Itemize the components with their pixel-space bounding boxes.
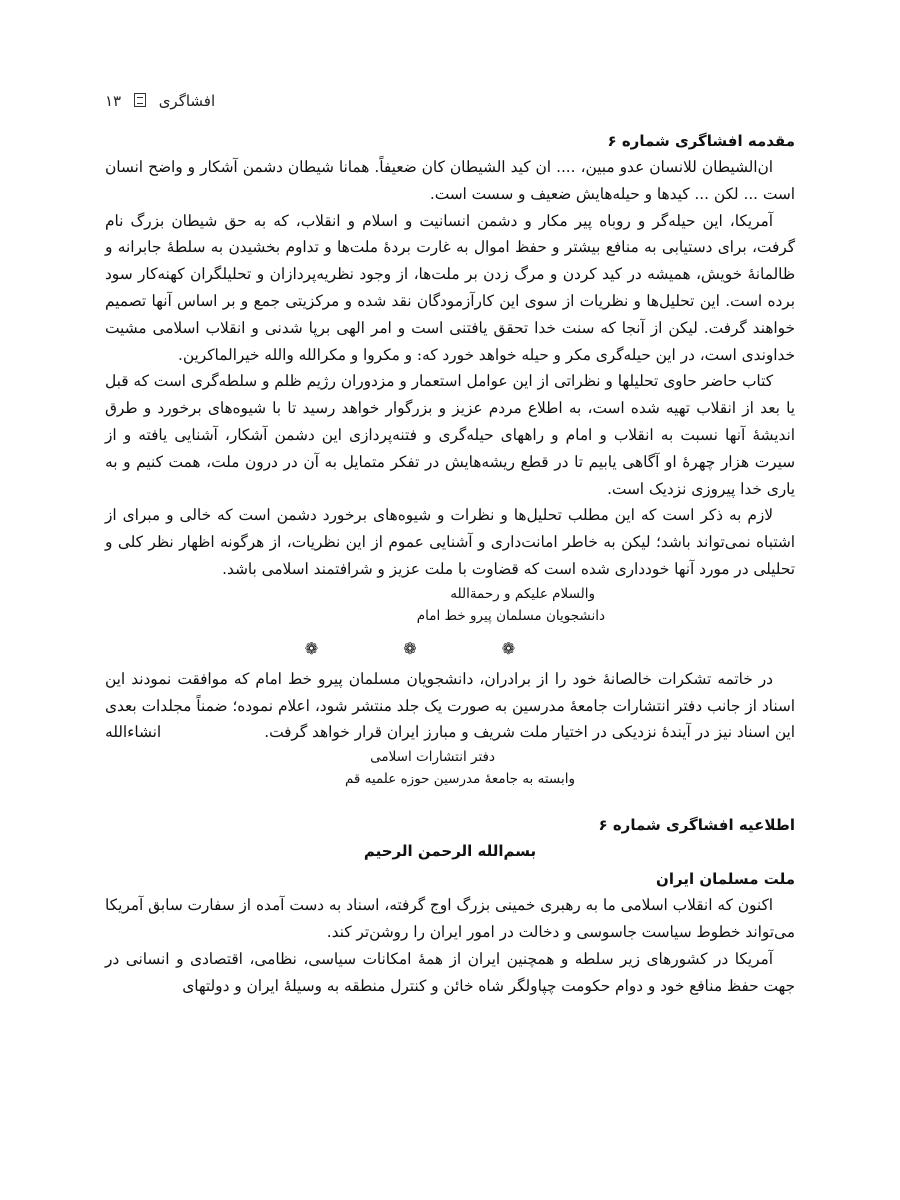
closing-paragraph [105, 666, 795, 746]
running-title: افشاگری [158, 92, 216, 110]
signature-greeting: والسلام علیکم و رحمةالله [450, 585, 595, 602]
intro-paragraph-1: ان‌الشیطان للانسان عدو مبین، .... ان کید الشیطان کان ضعیفاً. همانا شیطان دشمن آشکار و واضح انسان است ... لکن ... کیدها و حیله‌هایش ضعیف و سست است. [105, 158, 795, 203]
closing-text: در خاتمه تشکرات خالصانهٔ خود را از برادران، دانشجویان مسلمان پیرو خط امام که موافقت نمودند این اسناد از جانب دفتر انتشارات جامعهٔ مدرسین به صورت یک جلد منتشر شود، اعلام نموده؛ ضمناً مجلدات بعدی این اسناد نیز در آیندهٔ نزدیکی در اختیار ملت شریف و مبارز ایران قرار خواهد گرفت. [105, 669, 795, 742]
announcement-paragraph-1: اکنون که انقلاب اسلامی ما به رهبری خمینی بزرگ اوج گرفته، اسناد به دست آمده از سفارت سابق آمریکا می‌تواند خطوط سیاست جاسوسی و دخالت در امور ایران را روشن‌تر کند. [105, 896, 795, 941]
spacer [105, 790, 795, 816]
document-icon [134, 93, 146, 107]
insha-allah: انشاءالله [105, 723, 162, 742]
announcement-paragraph-2: آمریکا در کشورهای زیر سلطه و همچنین ایران از همهٔ امکانات سیاسی، نظامی، اقتصادی و انسانی در جهت حفظ منافع خود و دوام حکومت چپاولگر شاه خائن و کنترل منطقه به وسیلهٔ ایران و دولتهای [105, 949, 795, 995]
document-page [105, 92, 795, 999]
signature-affiliation: وابسته به جامعهٔ مدرسین حوزه علمیه قم [344, 771, 575, 788]
basmala: بسم‌الله الرحمن الرحیم [363, 842, 537, 861]
address-line: ملت مسلمان ایران [656, 870, 795, 889]
signature-office: دفتر انتشارات اسلامی [370, 749, 495, 766]
running-head [105, 92, 795, 110]
intro-paragraph-2: آمریکا، این حیله‌گر و روباه پیر مکار و دشمن انسانیت و اسلام و انقلاب، که به حق شیطان بزرگ نام گرفت، برای دستیابی به منافع بیشتر و حفظ اموال به غارت بردهٔ ملت‌ها و تداوم بخشیدن به سلطهٔ جابرانه و ظالمانهٔ خویش، همیشه در کید کردن و مرگ زدن بر ملت‌ها، از وجود نظریه‌پردازان و تحلیلگران کهنه‌کار سود برده است. این تحلیل‌ها و نظریات از سوی این کارآزمودگان نقد شده و مرکزیتی جمع و بر اساس آنها تصمیم خواهند گرفت. لیکن از آنجا که سنت خدا تحقق یافتنی است و امر الهی برپا شدنی و انقلاب اسلامی مشیت خداوندی است، در این حیله‌گری مکر و حیله خواهد خورد که: و مکروا و مکرالله والله خیرالماکرین. [105, 211, 795, 364]
page-number: ۱۳ [105, 92, 122, 110]
section-heading-announcement: اطلاعیه افشاگری شماره ۶ [598, 816, 795, 835]
section-heading-intro: مقدمه افشاگری شماره ۶ [607, 132, 795, 150]
section-divider: ❁ ❁ ❁ [304, 638, 556, 658]
intro-paragraph-3: کتاب حاضر حاوی تحلیلها و نظراتی از این عوامل استعمار و مزدوران رژیم ظلم و سلطه‌گری است که قبل یا بعد از انقلاب تهیه شده است، به اطلاع مردم عزیز و بزرگوار خواهد رسید تا با شیوه‌های برخورد و طرق اندیشهٔ آنها نسبت به انقلاب و امام و راههای حیله‌گری و فتنه‌پردازی این دشمن آشکار، آشنایی یافته و از سیرت هزار چهرهٔ او آگاهی یابیم تا در قطع ریشه‌هایش در تفکر متمایل به آن در درون ملت، همت کنیم و به یاری خدا پیروزی نزدیک است. [105, 372, 795, 498]
intro-paragraph-4: لازم به ذکر است که این مطلب تحلیل‌ها و نظرات و شیوه‌های برخورد دشمن است که خالی و مبرای از اشتباه نمی‌تواند باشد؛ لیکن به خاطر امانت‌داری و آشنایی عموم از این نظریات، از هرگونه اظهار نظر کلی و تحلیلی در مورد آنها خودداری شده است که قضاوت با ملت عزیز و شرافتمند اسلامی باشد. [105, 506, 795, 578]
signature-author: دانشجویان مسلمان پیرو خط امام [416, 607, 605, 624]
